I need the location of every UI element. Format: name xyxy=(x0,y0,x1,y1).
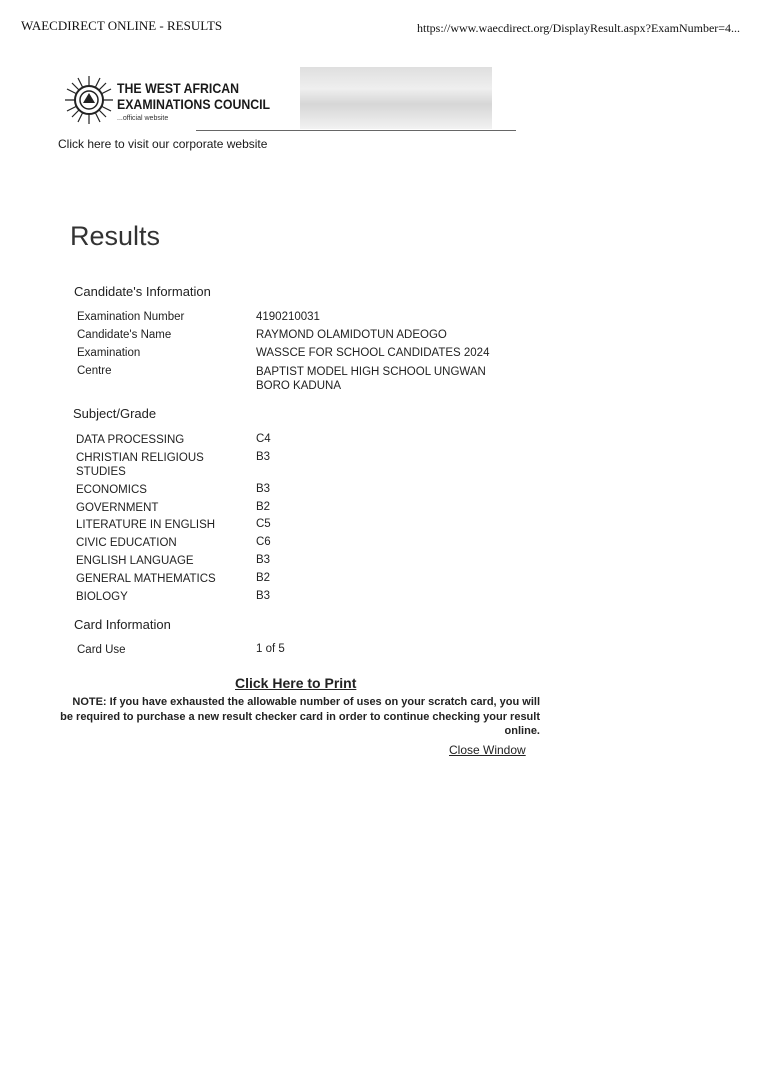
note-text: If you have exhausted the allowable number of uses on your scratch card, you will be required to purchase a new result checker card in order to continue checking your result online. xyxy=(60,696,540,737)
subject-grade: B3 xyxy=(256,451,271,463)
print-page-url: https://www.waecdirect.org/DisplayResult.aspx?ExamNumber=4... xyxy=(417,21,741,35)
candidate-info-heading: Candidate's Information xyxy=(74,284,211,299)
subject-grade: C6 xyxy=(256,536,271,548)
subject-grade: B3 xyxy=(256,483,271,495)
print-page-title: WAECDIRECT ONLINE - RESULTS xyxy=(21,18,223,33)
centre-label: Centre xyxy=(77,365,112,377)
exam-number-value: 4190210031 xyxy=(256,311,320,323)
examination-value: WASSCE FOR SCHOOL CANDIDATES 2024 xyxy=(256,347,490,359)
subject-name: DATA PROCESSING xyxy=(76,434,185,446)
candidate-name-label: Candidate's Name xyxy=(77,329,172,341)
organisation-name xyxy=(117,80,270,112)
subject-name: CHRISTIAN RELIGIOUS STUDIES xyxy=(76,452,204,478)
waec-logo-icon xyxy=(63,74,115,126)
scratch-card-note xyxy=(60,695,540,739)
subject-name: GOVERNMENT xyxy=(76,502,159,514)
subject-name: ECONOMICS xyxy=(76,484,147,496)
subject-name: CIVIC EDUCATION xyxy=(76,537,177,549)
subject-name: BIOLOGY xyxy=(76,591,128,603)
organisation-name-line1: THE WEST AFRICAN xyxy=(117,80,240,96)
centre-value: BAPTIST MODEL HIGH SCHOOL UNGWAN BORO KADUNA xyxy=(256,366,486,392)
subject-grade: B3 xyxy=(256,590,271,602)
exam-number-label: Examination Number xyxy=(77,311,185,323)
subject-name: GENERAL MATHEMATICS xyxy=(76,573,216,585)
card-use-label: Card Use xyxy=(77,644,126,656)
corporate-website-link[interactable]: Click here to visit our corporate website xyxy=(58,137,268,151)
header-divider xyxy=(196,130,516,131)
organisation-tagline: ...official website xyxy=(117,115,169,122)
candidate-name-value: RAYMOND OLAMIDOTUN ADEOGO xyxy=(256,329,447,341)
card-info-heading: Card Information xyxy=(74,617,171,632)
print-button[interactable]: Click Here to Print xyxy=(235,675,357,691)
close-window-button[interactable]: Close Window xyxy=(449,743,526,757)
page-title: Results xyxy=(70,221,161,251)
subject-grade: C5 xyxy=(256,518,271,530)
organisation-name-line2: EXAMINATIONS COUNCIL xyxy=(117,96,271,112)
card-use-value: 1 of 5 xyxy=(256,643,285,655)
subject-name: ENGLISH LANGUAGE xyxy=(76,555,194,567)
subject-grade: B2 xyxy=(256,501,271,513)
subject-name: LITERATURE IN ENGLISH xyxy=(76,519,216,531)
note-prefix: NOTE: xyxy=(72,696,107,708)
subject-grade-heading: Subject/Grade xyxy=(73,406,157,421)
subject-grade: B2 xyxy=(256,572,271,584)
subject-grade: C4 xyxy=(256,433,271,445)
subject-grade: B3 xyxy=(256,554,271,566)
header-banner-image xyxy=(300,67,492,129)
examination-label: Examination xyxy=(77,347,141,359)
